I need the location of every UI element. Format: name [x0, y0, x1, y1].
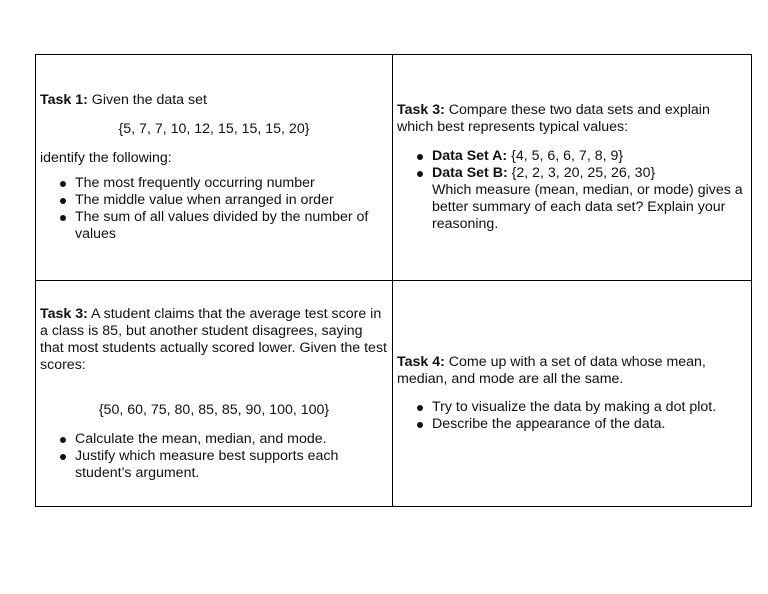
task3a-cell	[393, 55, 752, 281]
task4-cell	[393, 281, 752, 507]
task4-heading	[397, 354, 747, 388]
task3b-cell	[36, 281, 393, 507]
list-item: The middle value when arranged in order	[75, 192, 388, 209]
list-item-data-set-a	[432, 148, 747, 165]
task1-list	[40, 175, 388, 243]
task3a-heading	[397, 102, 747, 136]
task3b-title: Task 3:	[40, 305, 88, 322]
data-set-a-values: {4, 5, 6, 6, 7, 8, 9}	[507, 148, 624, 164]
task1-data-set: {5, 7, 7, 10, 12, 15, 15, 15, 20}	[118, 121, 310, 137]
task3a-question: Which measure (mean, median, or mode) gives a better summary of each data set? Explain your reasoning.	[432, 182, 743, 232]
task1-heading	[40, 92, 388, 109]
task-grid	[35, 54, 752, 507]
list-item: Calculate the mean, median, and mode.	[75, 431, 388, 448]
task1-cell	[36, 55, 393, 281]
list-item: Justify which measure best supports each student’s argument.	[75, 448, 388, 482]
task4-intro: Come up with a set of data whose mean, median, and mode are all the same.	[397, 354, 706, 387]
list-item-data-set-b	[432, 165, 747, 182]
task4-title: Task 4:	[397, 354, 445, 370]
data-set-b-label: Data Set B:	[432, 165, 508, 181]
task1-title: Task 1:	[40, 92, 88, 108]
data-set-b-values: {2, 2, 3, 20, 25, 26, 30}	[507, 165, 656, 181]
data-set-a-label: Data Set A:	[432, 148, 508, 164]
task3b-data-set: {50, 60, 75, 80, 85, 85, 90, 100, 100}	[98, 401, 330, 418]
grid-row-top	[36, 55, 752, 281]
list-item: Describe the appearance of the data.	[432, 416, 747, 433]
task3a-intro: Compare these two data sets and explain which best represents typical values:	[397, 102, 710, 135]
task3b-intro: A student claims that the average test score in a class is 85, but another student disagrees, saying that most students actually scored lower. Given the test scores:	[40, 305, 387, 373]
task4-list	[397, 399, 747, 433]
task3b-list	[40, 431, 388, 482]
list-item: Try to visualize the data by making a dot plot.	[432, 399, 747, 416]
list-item: The most frequently occurring number	[75, 175, 388, 192]
task3b-heading	[40, 306, 388, 374]
task1-prompt: identify the following:	[40, 150, 172, 166]
list-item: The sum of all values divided by the number of values	[75, 209, 388, 243]
grid-row-bottom	[36, 281, 752, 507]
task1-intro: Given the data set	[87, 92, 207, 108]
task3a-list	[397, 148, 747, 182]
task3a-title: Task 3:	[397, 102, 445, 118]
